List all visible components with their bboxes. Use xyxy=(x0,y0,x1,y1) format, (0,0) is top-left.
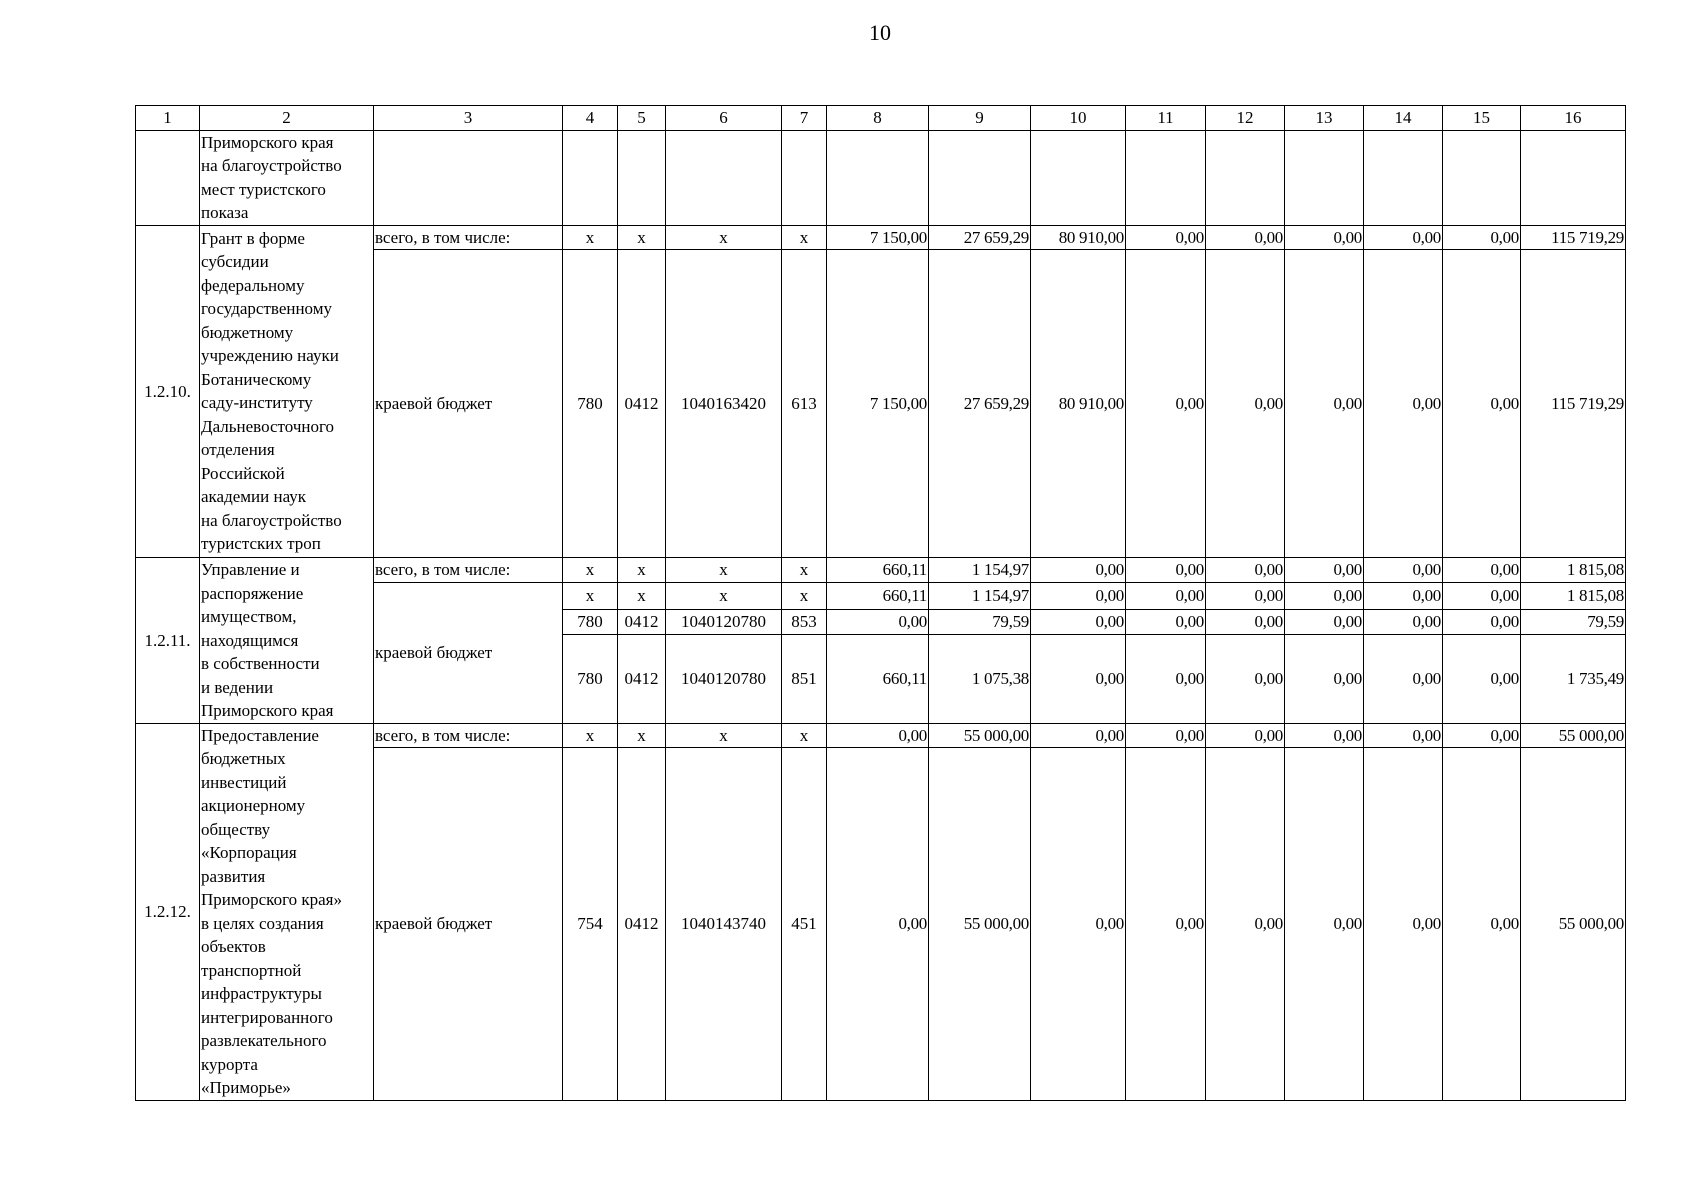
target-code: 1040120780 xyxy=(666,634,782,723)
target-code: 1040143740 xyxy=(666,748,782,1101)
amount-cell: 0,00 xyxy=(1285,610,1364,635)
item-name: Приморского края на благоустройство мест туристского показа xyxy=(200,130,374,225)
amount-cell: 0,00 xyxy=(1285,250,1364,558)
empty-cell xyxy=(618,130,666,225)
table-row xyxy=(136,723,1626,748)
column-header: 6 xyxy=(666,106,782,131)
item-code xyxy=(136,130,200,225)
amount-cell: 0,00 xyxy=(1285,634,1364,723)
section-code: x xyxy=(618,225,666,250)
amount-cell: 0,00 xyxy=(1443,225,1521,250)
amount-cell: 0,00 xyxy=(1206,558,1285,583)
amount-cell: 0,00 xyxy=(1031,558,1126,583)
amount-cell: 660,11 xyxy=(827,634,929,723)
column-header: 5 xyxy=(618,106,666,131)
target-code: x xyxy=(666,558,782,583)
column-header: 13 xyxy=(1285,106,1364,131)
source-label: краевой бюджет xyxy=(374,250,563,558)
amount-cell: 0,00 xyxy=(1364,748,1443,1101)
expense-type-code: 853 xyxy=(782,610,827,635)
amount-cell: 0,00 xyxy=(827,748,929,1101)
amount-cell: 0,00 xyxy=(1206,225,1285,250)
budget-table xyxy=(135,105,1626,1101)
amount-cell: 1 154,97 xyxy=(929,582,1031,610)
column-header: 9 xyxy=(929,106,1031,131)
amount-cell: 115 719,29 xyxy=(1521,225,1626,250)
amount-cell: 660,11 xyxy=(827,558,929,583)
amount-cell: 0,00 xyxy=(1206,723,1285,748)
column-header: 12 xyxy=(1206,106,1285,131)
empty-cell xyxy=(1521,130,1626,225)
amount-cell: 0,00 xyxy=(1364,723,1443,748)
amount-cell: 1 735,49 xyxy=(1521,634,1626,723)
amount-cell: 27 659,29 xyxy=(929,225,1031,250)
item-code: 1.2.10. xyxy=(136,225,200,558)
table-row xyxy=(136,130,1626,225)
section-code: 0412 xyxy=(618,250,666,558)
amount-cell: 0,00 xyxy=(1031,610,1126,635)
amount-cell: 0,00 xyxy=(1126,582,1206,610)
amount-cell: 1 075,38 xyxy=(929,634,1031,723)
expense-type-code: 851 xyxy=(782,634,827,723)
empty-cell xyxy=(782,130,827,225)
amount-cell: 55 000,00 xyxy=(1521,748,1626,1101)
grbs-code: 780 xyxy=(563,250,618,558)
amount-cell: 0,00 xyxy=(1364,558,1443,583)
grbs-code: x xyxy=(563,558,618,583)
section-code: x xyxy=(618,582,666,610)
amount-cell: 0,00 xyxy=(1126,558,1206,583)
section-code: x xyxy=(618,723,666,748)
column-header: 15 xyxy=(1443,106,1521,131)
target-code: x xyxy=(666,723,782,748)
amount-cell: 0,00 xyxy=(1031,723,1126,748)
item-code: 1.2.11. xyxy=(136,558,200,724)
source-label: всего, в том числе: xyxy=(374,723,563,748)
target-code: x xyxy=(666,225,782,250)
amount-cell: 0,00 xyxy=(1206,582,1285,610)
amount-cell: 1 154,97 xyxy=(929,558,1031,583)
amount-cell: 0,00 xyxy=(1364,610,1443,635)
expense-type-code: 451 xyxy=(782,748,827,1101)
amount-cell: 0,00 xyxy=(827,723,929,748)
amount-cell: 0,00 xyxy=(1364,582,1443,610)
amount-cell: 0,00 xyxy=(1126,250,1206,558)
column-header: 2 xyxy=(200,106,374,131)
grbs-code: 780 xyxy=(563,634,618,723)
amount-cell: 79,59 xyxy=(1521,610,1626,635)
empty-cell xyxy=(374,130,563,225)
item-name: Управление и распоряжение имуществом, находящимся в собственности и ведении Приморского края xyxy=(200,558,374,724)
column-header: 8 xyxy=(827,106,929,131)
table-row xyxy=(136,225,1626,250)
amount-cell: 80 910,00 xyxy=(1031,225,1126,250)
empty-cell xyxy=(1285,130,1364,225)
amount-cell: 0,00 xyxy=(1206,610,1285,635)
header-row xyxy=(136,106,1626,131)
amount-cell: 27 659,29 xyxy=(929,250,1031,558)
amount-cell: 7 150,00 xyxy=(827,250,929,558)
page-number: 10 xyxy=(869,20,891,45)
amount-cell: 0,00 xyxy=(1285,748,1364,1101)
amount-cell: 0,00 xyxy=(1206,748,1285,1101)
expense-type-code: x xyxy=(782,723,827,748)
empty-cell xyxy=(929,130,1031,225)
empty-cell xyxy=(1031,130,1126,225)
target-code: 1040120780 xyxy=(666,610,782,635)
amount-cell: 0,00 xyxy=(1364,250,1443,558)
source-label: краевой бюджет xyxy=(374,582,563,723)
grbs-code: 780 xyxy=(563,610,618,635)
amount-cell: 0,00 xyxy=(1443,558,1521,583)
empty-cell xyxy=(827,130,929,225)
column-header: 10 xyxy=(1031,106,1126,131)
empty-cell xyxy=(1206,130,1285,225)
expense-type-code: 613 xyxy=(782,250,827,558)
grbs-code: 754 xyxy=(563,748,618,1101)
amount-cell: 115 719,29 xyxy=(1521,250,1626,558)
item-name: Предоставление бюджетных инвестиций акционерному обществу «Корпорация развития Приморского края» в целях создания объектов транспортной инфраструктуры интегрированного развлекательного курорта «Приморье» xyxy=(200,723,374,1101)
amount-cell: 55 000,00 xyxy=(1521,723,1626,748)
amount-cell: 0,00 xyxy=(1126,610,1206,635)
column-header: 14 xyxy=(1364,106,1443,131)
column-header: 1 xyxy=(136,106,200,131)
amount-cell: 1 815,08 xyxy=(1521,582,1626,610)
section-code: x xyxy=(618,558,666,583)
empty-cell xyxy=(1364,130,1443,225)
amount-cell: 0,00 xyxy=(1285,582,1364,610)
empty-cell xyxy=(1443,130,1521,225)
amount-cell: 0,00 xyxy=(1443,582,1521,610)
amount-cell: 0,00 xyxy=(1285,225,1364,250)
amount-cell: 0,00 xyxy=(1126,723,1206,748)
column-header: 4 xyxy=(563,106,618,131)
source-label: краевой бюджет xyxy=(374,748,563,1101)
target-code: x xyxy=(666,582,782,610)
section-code: 0412 xyxy=(618,634,666,723)
column-header: 16 xyxy=(1521,106,1626,131)
amount-cell: 1 815,08 xyxy=(1521,558,1626,583)
amount-cell: 0,00 xyxy=(1206,250,1285,558)
column-header: 7 xyxy=(782,106,827,131)
amount-cell: 0,00 xyxy=(1364,225,1443,250)
source-label: всего, в том числе: xyxy=(374,225,563,250)
section-code: 0412 xyxy=(618,748,666,1101)
source-label: всего, в том числе: xyxy=(374,558,563,583)
table-row xyxy=(136,558,1626,583)
amount-cell: 0,00 xyxy=(1126,748,1206,1101)
amount-cell: 0,00 xyxy=(1443,634,1521,723)
amount-cell: 0,00 xyxy=(1206,634,1285,723)
empty-cell xyxy=(563,130,618,225)
amount-cell: 55 000,00 xyxy=(929,723,1031,748)
item-name: Грант в форме субсидии федеральному государственному бюджетному учреждению науки Ботаническому саду-институту Дальневосточного отделения Российской академии наук на благоустройство туристских троп xyxy=(200,225,374,558)
amount-cell: 7 150,00 xyxy=(827,225,929,250)
amount-cell: 0,00 xyxy=(1364,634,1443,723)
amount-cell: 0,00 xyxy=(1126,634,1206,723)
amount-cell: 0,00 xyxy=(1285,723,1364,748)
amount-cell: 660,11 xyxy=(827,582,929,610)
section-code: 0412 xyxy=(618,610,666,635)
amount-cell: 0,00 xyxy=(1285,558,1364,583)
amount-cell: 0,00 xyxy=(1443,748,1521,1101)
expense-type-code: x xyxy=(782,558,827,583)
expense-type-code: x xyxy=(782,582,827,610)
empty-cell xyxy=(1126,130,1206,225)
column-header: 3 xyxy=(374,106,563,131)
empty-cell xyxy=(666,130,782,225)
grbs-code: x xyxy=(563,723,618,748)
grbs-code: x xyxy=(563,225,618,250)
amount-cell: 0,00 xyxy=(1443,610,1521,635)
target-code: 1040163420 xyxy=(666,250,782,558)
item-code: 1.2.12. xyxy=(136,723,200,1101)
amount-cell: 0,00 xyxy=(1031,634,1126,723)
amount-cell: 55 000,00 xyxy=(929,748,1031,1101)
amount-cell: 0,00 xyxy=(1031,748,1126,1101)
column-header: 11 xyxy=(1126,106,1206,131)
amount-cell: 79,59 xyxy=(929,610,1031,635)
amount-cell: 0,00 xyxy=(1443,723,1521,748)
amount-cell: 0,00 xyxy=(1126,225,1206,250)
amount-cell: 0,00 xyxy=(827,610,929,635)
amount-cell: 0,00 xyxy=(1443,250,1521,558)
grbs-code: x xyxy=(563,582,618,610)
amount-cell: 80 910,00 xyxy=(1031,250,1126,558)
expense-type-code: x xyxy=(782,225,827,250)
amount-cell: 0,00 xyxy=(1031,582,1126,610)
